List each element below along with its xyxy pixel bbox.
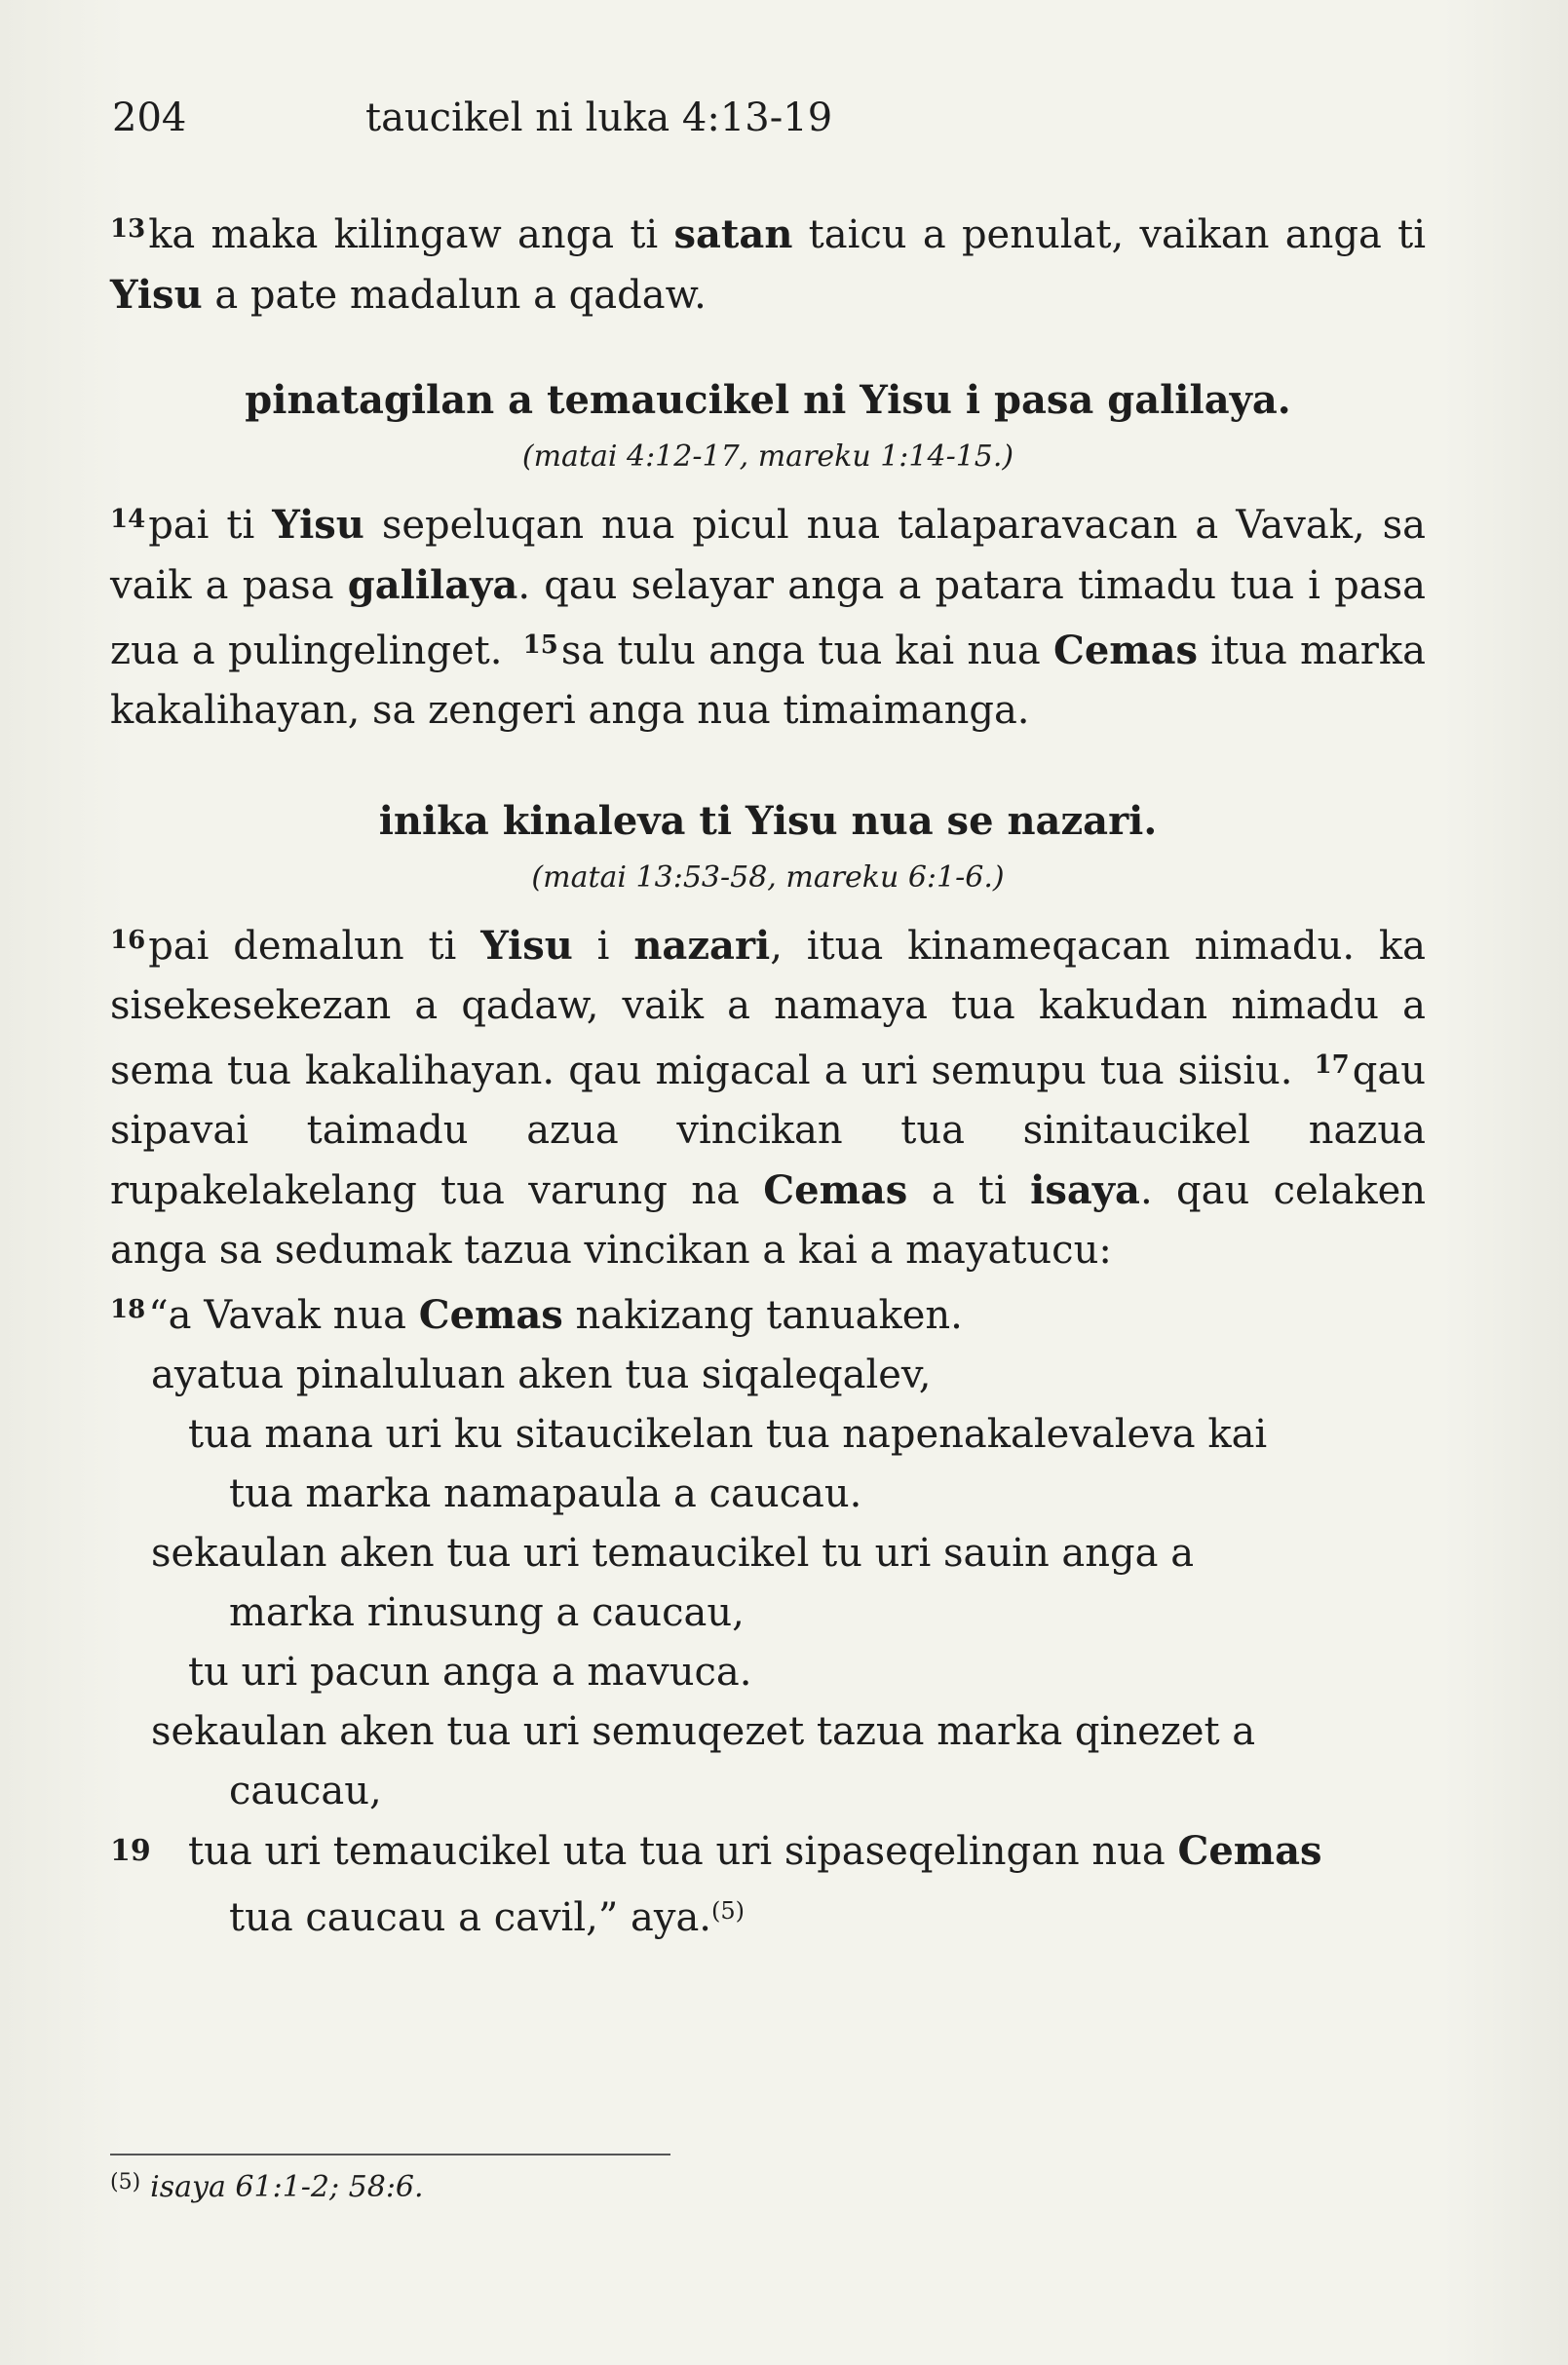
cross-reference: (matai 13:53-58, mareku 6:1-6.) (531, 860, 1005, 895)
verse-text: itua marka kakalihayan, sa zengeri anga nua timaimanga. (110, 629, 1426, 733)
page-header (112, 95, 1457, 154)
poem-line: tua marka namapaula a caucau. (229, 1471, 862, 1516)
footnote-divider (110, 2154, 670, 2155)
verse-text: tua caucau a cavil,” aya. (229, 1895, 712, 1940)
poem-line: sekaulan aken tua uri semuqezet tazua marka qinezet a (151, 1709, 1256, 1754)
verse-text: pai ti (148, 503, 273, 548)
bold-term: Yisu (110, 272, 203, 318)
verse-text: , itua kinameqacan nimadu. ka sisekesekezan a qadaw, vaik a namaya tua kakudan nimadu a sema tua kakalihayan. qau migacal a uri semupu tua siisiu. (110, 924, 1426, 1093)
cross-reference: (matai 4:12-17, mareku 1:14-15.) (521, 439, 1014, 474)
verse-number: 17 (1314, 1050, 1350, 1080)
bold-term: Cemas (418, 1292, 563, 1338)
verse-number: 15 (522, 630, 558, 660)
verse-number: 19 (110, 1834, 151, 1868)
footnote-marker: (5) (110, 2170, 141, 2194)
verse-13 (110, 200, 1426, 325)
section-heading: inika kinaleva ti Yisu nua se nazari. (378, 798, 1158, 844)
verse-text: ka maka kilingaw anga ti (148, 212, 674, 257)
verse-text: “a Vavak nua (148, 1293, 419, 1338)
verse-text: tua uri temaucikel uta tua uri sipaseqelingan nua (188, 1829, 1178, 1874)
verse-number: 13 (110, 214, 146, 244)
bold-term: Cemas (1053, 628, 1199, 673)
bold-term: Cemas (763, 1167, 908, 1213)
running-head: taucikel ni luka 4:13-19 (365, 95, 833, 140)
verse-text: a pate madalun a qadaw. (202, 273, 707, 318)
poem-line: tua mana uri ku sitaucikelan tua napenakalevaleva kai (188, 1412, 1268, 1457)
poetry-block (110, 1280, 1426, 1948)
footnote (110, 2163, 424, 2207)
footnote-reference[interactable]: (5) (711, 1897, 746, 1925)
verse-number: 16 (110, 926, 146, 955)
poem-line (110, 1882, 1426, 1948)
bold-term: isaya (1030, 1167, 1140, 1213)
page-body (110, 200, 1426, 1948)
verse-text: . qau celaken anga sa sedumak tazua vincikan a kai a mayatucu: (110, 1168, 1427, 1273)
verse-text: taicu a penulat, vaikan anga ti (792, 212, 1426, 257)
poem-line (110, 1280, 1426, 1346)
poem-line: ayatua pinaluluan aken tua siqaleqalev, (151, 1353, 932, 1397)
bold-term: galilaya (347, 562, 518, 608)
bold-term: nazari (633, 923, 771, 969)
footnote-text: isaya 61:1-2; 58:6. (150, 2170, 424, 2204)
page-number: 204 (112, 95, 187, 140)
poem-line: caucau, (229, 1769, 382, 1813)
verse-14-15 (110, 490, 1426, 741)
poem-line: marka rinusung a caucau, (229, 1590, 745, 1635)
section-heading: pinatagilan a temaucikel ni Yisu i pasa galilaya. (245, 377, 1291, 423)
verse-text: sepeluqan nua picul nua talaparavacan a Vavak, sa vaik a pasa (110, 503, 1426, 608)
bold-term: Yisu (480, 923, 573, 969)
verse-text: i (572, 924, 634, 969)
poem-line (110, 1821, 1426, 1882)
poem-line: sekaulan aken tua uri temaucikel tu uri sauin anga a (151, 1531, 1195, 1576)
verse-text: nakizang tanuaken. (562, 1293, 963, 1338)
bold-term: Yisu (272, 502, 364, 548)
verse-16-17 (110, 911, 1426, 1280)
verse-number: 18 (110, 1295, 146, 1324)
verse-text: . qau selayar anga a patara timadu tua i pasa zua a pulingelinget. (110, 563, 1426, 673)
bold-term: satan (673, 211, 793, 257)
verse-number: 14 (110, 505, 146, 534)
bold-term: Cemas (1177, 1828, 1322, 1874)
verse-text: qau sipavai taimadu azua vincikan tua sinitaucikel nazua rupakelakelang tua varung na (110, 1049, 1426, 1213)
verse-text: pai demalun ti (148, 924, 481, 969)
verse-text: a ti (907, 1168, 1031, 1213)
poem-line: tu uri pacun anga a mavuca. (188, 1650, 752, 1695)
verse-text: sa tulu anga tua kai nua (560, 629, 1054, 673)
